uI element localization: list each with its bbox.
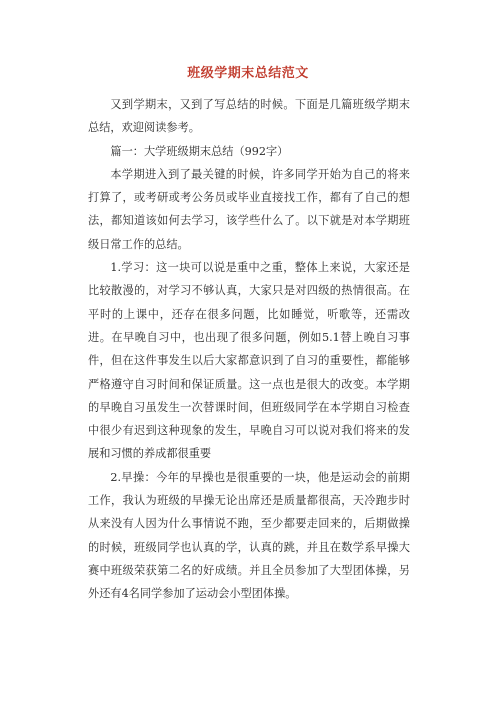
paragraph-section-heading: 篇一：大学班级期末总结（992字） <box>110 144 289 158</box>
document-title: 班级学期末总结范文 <box>187 66 309 81</box>
paragraph-overview: 本学期进入到了最关键的时候，许多同学开始为自己的将来打算了，或考研或考公务员或毕业直接找工作，都有了自己的想法，都知道该如何去学习，该学些什么了。以下就是对本学期班级日常工作的总结。 <box>88 167 410 251</box>
paragraph-intro: 又到学期末，又到了写总结的时候。下面是几篇班级学期末总结，欢迎阅读参考。 <box>88 98 410 135</box>
paragraph-study: 1.学习：这一块可以说是重中之重，整体上来说，大家还是比较散漫的，对学习不够认真，大家只是对四级的热情很高。在平时的上课中，还存在很多问题，比如睡觉，听歌等，还需改进。在早晚自习中，也出现了很多问题，例如5.1替上晚自习事件，但在这件事发生以后大家都意识到了自习的重要性，都能够严格遵守自习时间和保证质量。这一点也是很大的改变。本学期的早晚自习虽发生一次替课时间，但班级同学在本学期自习检查中很少有迟到这种现象的发生，早晚自习可以说对我们将来的发展和习惯的养成都很重要 <box>88 261 410 461</box>
paragraph-morning-exercise: 2.早操：今年的早操也是很重要的一块，他是运动会的前期工作，我认为班级的早操无论出席还是质量都很高，天冷跑步时从来没有人因为什么事情说不跑，至少都要走回来的，后期做操的时候，班级同学也认真的学，认真的跳，并且在数学系早操大赛中班级荣获第二名的好成绩。并且全员参加了大型团体操，另外还有4名同学参加了运动会小型团体操。 <box>88 470 410 601</box>
document-body <box>88 93 410 606</box>
